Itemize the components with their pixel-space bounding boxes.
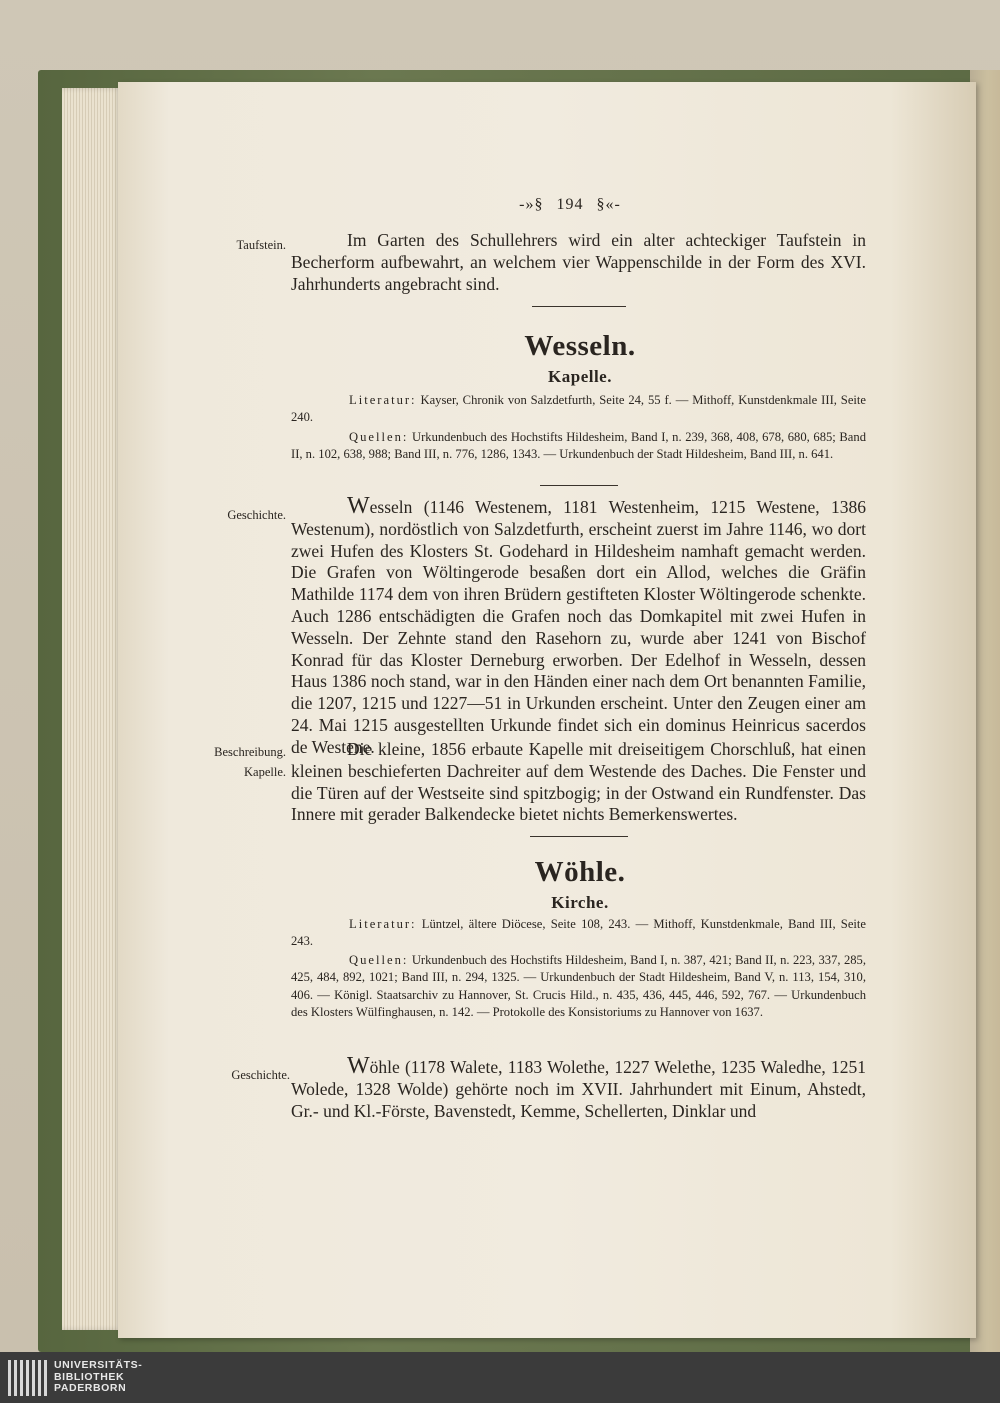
heading-wesseln: Wesseln. <box>524 330 636 362</box>
library-footer <box>0 1352 1000 1403</box>
margin-note-beschreibung: Beschreibung. <box>214 745 286 759</box>
wesseln-geschichte <box>291 493 866 759</box>
subheading-kirche: Kirche. <box>551 893 609 912</box>
library-name-line: BIBLIOTHEK <box>54 1370 125 1383</box>
initial-letter: W <box>347 493 370 519</box>
beschreibung-text: Die kleine, 1856 erbaute Kapelle mit dreiseitigem Chorschluß, hat einen kleinen beschieferten Dachreiter auf dem Westende des Daches. Die Fenster und die Türen auf der Westseite sind spitzbogig; in der Ostwand ein Rundfenster. Das Innere mit gerader Balkendecke bietet nichts Bemerkenswertes. <box>291 739 866 825</box>
section-rule <box>532 306 626 307</box>
wesseln-beschreibung <box>291 739 866 826</box>
subheading-kapelle: Kapelle. <box>548 367 612 386</box>
geschichte-text: esseln (1146 Westenem, 1181 Westenheim, 1215 Westene, 1386 Westenum), nordöstlich von Salzdetfurth, erscheint zuerst im Jahre 1146, wo dort zwei Hufen des Klosters St. Godehard in Hildesheim namhaft gemacht werden. Die Grafen von Wöltingerode besaßen dort ein Allod, welches die Gräfin Mathilde 1174 dem von ihren Brüdern gestifteten Kloster Wöltingerode schenkte. Auch 1286 entschädigten die Grafen noch das Domkapitel mit zwei Hufen in Wesseln. Der Zehnte stand den Rasehorn zu, wurde aber 1241 von Bischof Konrad für das Kloster Derneburg erworben. Der Edelhof in Wesseln, dessen Haus 1386 noch stand, war in den Händen einer nach dem Ort benannten Familie, die 1207, 1215 und 1227—51 in Urkunden erscheint. Unter den Zeugen einer am 24. Mai 1215 ausgestellten Urkunde findet sich ein dominus Heinricus sacerdos de Westene. <box>291 497 866 757</box>
taufstein-paragraph <box>291 230 866 295</box>
literatur-label: Literatur: <box>349 393 417 407</box>
quellen-text: Urkundenbuch des Hochstifts Hildesheim, Band I, n. 387, 421; Band II, n. 223, 337, 285, 425, 484, 892, 1021; Band III, n. 294, 1325. — Urkundenbuch der Stadt Hildesheim, Band V, n. 113, 154, 310, 406. — Königl. Staatsarchiv zu Hannover, St. Crucis Hild., n. 435, 436, 445, 446, 592, 767. — Urkundenbuch des Klosters Wülfinghausen, n. 142. — Protokolle des Konsistoriums zu Hannover von 1637. <box>291 953 866 1019</box>
literatur-text: Lüntzel, ältere Diöcese, Seite 108, 243. — Mithoff, Kunstdenkmale, Band III, Seite 243. <box>291 917 866 949</box>
wesseln-quellen <box>291 429 866 464</box>
section-rule <box>530 836 628 837</box>
margin-note-geschichte: Geschichte. <box>227 508 286 522</box>
library-logo-icon <box>8 1360 48 1396</box>
initial-letter: W <box>347 1053 370 1079</box>
literatur-label: Literatur: <box>349 917 417 931</box>
ornament-right: §«- <box>596 196 621 213</box>
heading-woehle: Wöhle. <box>534 856 626 888</box>
margin-note-taufstein: Taufstein. <box>236 238 286 252</box>
woehle-literatur <box>291 916 866 951</box>
quellen-label: Quellen: <box>349 953 409 967</box>
wesseln-literatur <box>291 392 866 427</box>
woehle-geschichte <box>291 1053 866 1122</box>
library-name-line: PADERBORN <box>54 1382 127 1394</box>
geschichte-text: öhle (1178 Walete, 1183 Wolethe, 1227 Welethe, 1235 Waledhe, 1251 Wolede, 1328 Wolde) gehörte noch im XVII. Jahrhundert mit Einum, Ahstedt, Gr.- und Kl.-Förste, Bavenstedt, Kemme, Schellerten, Dinklar und <box>291 1057 866 1121</box>
page-number-line <box>440 196 700 214</box>
quellen-label: Quellen: <box>349 430 409 444</box>
page-number: 194 <box>556 196 584 213</box>
library-name <box>54 1360 142 1395</box>
woehle-quellen <box>291 952 866 1021</box>
margin-note-geschichte: Geschichte. <box>231 1068 290 1082</box>
page-edges <box>62 88 122 1330</box>
quellen-text: Urkundenbuch des Hochstifts Hildesheim, Band I, n. 239, 368, 408, 678, 680, 685; Band II, n. 102, 638, 988; Band III, n. 776, 1286, 1343. — Urkundenbuch der Stadt Hildesheim, Band III, n. 641. <box>291 430 866 462</box>
margin-note-kapelle: Kapelle. <box>244 765 286 779</box>
section-rule <box>540 485 618 486</box>
taufstein-text: Im Garten des Schullehrers wird ein alter achteckiger Taufstein in Becherform aufbewahrt, an welchem vier Wappenschilde in der Form des XVI. Jahrhunderts angebracht sind. <box>291 230 866 294</box>
library-name-line: UNIVERSITÄTS- <box>54 1359 143 1371</box>
literatur-text: Kayser, Chronik von Salzdetfurth, Seite 24, 55 f. — Mithoff, Kunstdenkmale III, Seite 240. <box>291 393 866 425</box>
ornament-left: -»§ <box>519 196 544 213</box>
